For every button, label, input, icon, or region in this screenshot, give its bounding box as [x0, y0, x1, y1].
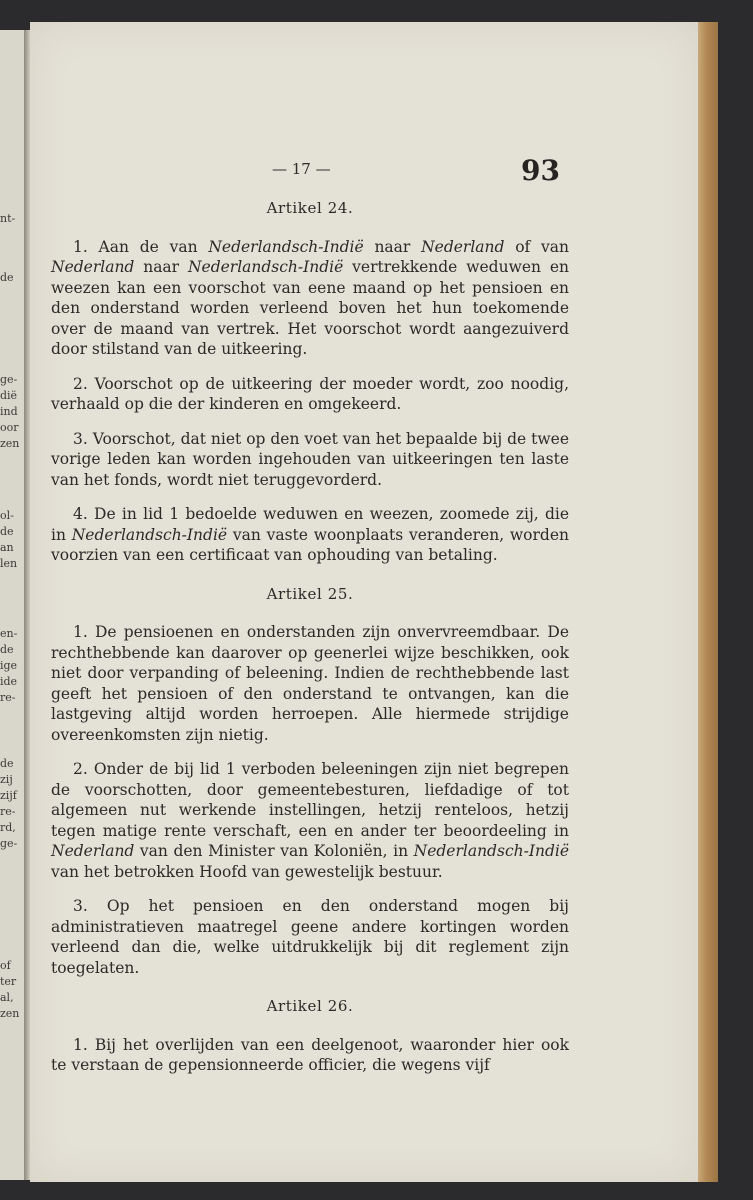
left-page-text-fragment: len: [0, 557, 18, 570]
left-page-text-fragment: ge-: [0, 837, 18, 850]
left-page-text-fragment: ter: [0, 975, 17, 988]
page-number: — 17 —: [272, 160, 331, 178]
article-paragraph: [51, 759, 569, 882]
article-paragraph: [51, 374, 569, 415]
left-page-text-fragment: of: [0, 959, 11, 972]
paragraph-text: 2. Onder de bij lid 1 verboden beleeningen zijn niet begrepen de voorschotten, door gemeentebesturen, liefdadige of tot algemeen nut werkende instellingen, hetzij renteloos, hetzij tegen matige rente verschaft, een en ander ter beoordeeling in: [51, 760, 569, 840]
paragraph-text: 1. De pensioenen en onderstanden zijn onvervreemdbaar. De rechthebbende kan daarover op geenerlei wijze beschikken, ook niet door verpanding of beleening. Indien de rechthebbende last geeft het pensioen of den onderstand te ontvangen, kan die lastgeving altijd worden herroepen. Alle hiermede strijdige overeenkomsten zijn nietig.: [51, 623, 569, 744]
paragraph-text: 1. Aan de van: [73, 237, 209, 256]
left-page-text-fragment: en-: [0, 627, 18, 640]
paragraph-text: naar: [134, 258, 188, 276]
left-page-text-fragment: an: [0, 541, 14, 554]
left-page-text-fragment: ge-: [0, 373, 18, 386]
paragraph-text: 4. De in lid 1 bedoelde weduwen en weezen, zoomede zij, die in: [51, 505, 569, 544]
left-page-text-fragment: al,: [0, 991, 14, 1004]
italic-place-name: Nederland: [421, 237, 505, 256]
paragraph-text: van den Minister van Koloniën, in: [134, 842, 414, 860]
left-page-text-fragment: oor: [0, 421, 19, 434]
left-page-text-fragment: zij: [0, 773, 13, 786]
left-page-text-fragment: rd,: [0, 821, 16, 834]
article-paragraph: [51, 622, 569, 745]
paragraph-text: naar: [363, 237, 422, 256]
italic-place-name: Nederlandsch-Indië: [208, 237, 364, 256]
left-page-text-fragment: de: [0, 643, 14, 656]
italic-place-name: Nederlandsch-Indië: [71, 525, 228, 544]
italic-place-name: Nederlandsch-Indië: [413, 842, 569, 860]
left-page-text-fragment: de: [0, 525, 14, 538]
left-page-text-fragment: ol-: [0, 509, 14, 522]
article-heading: Artikel 26.: [266, 997, 354, 1015]
article-paragraph: [51, 237, 569, 360]
left-page-text-fragment: de: [0, 757, 14, 770]
paragraph-text: van vaste woonplaats veranderen, worden voorzien van een certificaat van ophouding van betaling.: [51, 525, 569, 564]
paragraph-text: 1. Bij het overlijden van een deelgenoot, waaronder hier ook te verstaan de gepensionneerde officier, die wegens vijf: [51, 1035, 569, 1074]
left-page-text-fragment: de: [0, 271, 14, 284]
article-paragraph: [51, 504, 569, 566]
article-paragraph: [51, 1035, 569, 1076]
left-page-text-fragment: nt-: [0, 212, 16, 225]
italic-place-name: Nederland: [51, 842, 135, 860]
left-page-text-fragment: zen: [0, 437, 20, 450]
paragraph-text: of van: [504, 237, 570, 256]
paragraph-text: van het betrokken Hoofd van gewestelijk bestuur.: [51, 862, 443, 881]
italic-place-name: Nederlandsch-Indië: [187, 258, 344, 276]
page-header: [244, 154, 574, 190]
stamp-number: 93: [521, 154, 560, 187]
article-paragraph: [51, 896, 569, 978]
left-page-text-fragment: zen: [0, 1007, 20, 1020]
document-body: [51, 198, 569, 1094]
italic-place-name: Nederland: [51, 258, 135, 276]
left-page-text-fragment: ige: [0, 659, 18, 672]
adjacent-page-fragment: [0, 30, 24, 1180]
paragraph-text: 3. Voorschot, dat niet op den voet van het bepaalde bij de twee vorige leden kan worden ingehouden van uitkeeringen ten laste van het fonds, wordt niet teruggevorderd.: [51, 429, 569, 489]
left-page-text-fragment: ind: [0, 405, 18, 418]
paragraph-text: 3. Op het pensioen en den onderstand mogen bij administratieven maatregel geene andere kortingen worden verleend dan die, welke uitdrukkelijk bij dit reglement zijn toegelaten.: [51, 897, 569, 977]
article-heading: Artikel 25.: [266, 584, 354, 603]
left-page-text-fragment: zijf: [0, 789, 17, 802]
page-edge: [698, 22, 718, 1182]
article-paragraph: [51, 429, 569, 491]
left-page-text-fragment: dië: [0, 389, 18, 402]
paragraph-text: vertrekkende weduwen en weezen kan een voorschot van eene maand op het pensioen en den onderstand worden verleend boven het hun toekomende over de maand van vertrek. Het voorschot wordt aangezuiverd door stilstand van de uitkeering.: [51, 258, 570, 358]
left-page-text-fragment: re-: [0, 691, 16, 704]
left-page-text-fragment: re-: [0, 805, 16, 818]
article-heading: Artikel 24.: [266, 199, 354, 217]
left-page-text-fragment: ide: [0, 675, 18, 688]
paragraph-text: 2. Voorschot op de uitkeering der moeder wordt, zoo noodig, verhaald op die der kinderen en omgekeerd.: [51, 374, 569, 413]
